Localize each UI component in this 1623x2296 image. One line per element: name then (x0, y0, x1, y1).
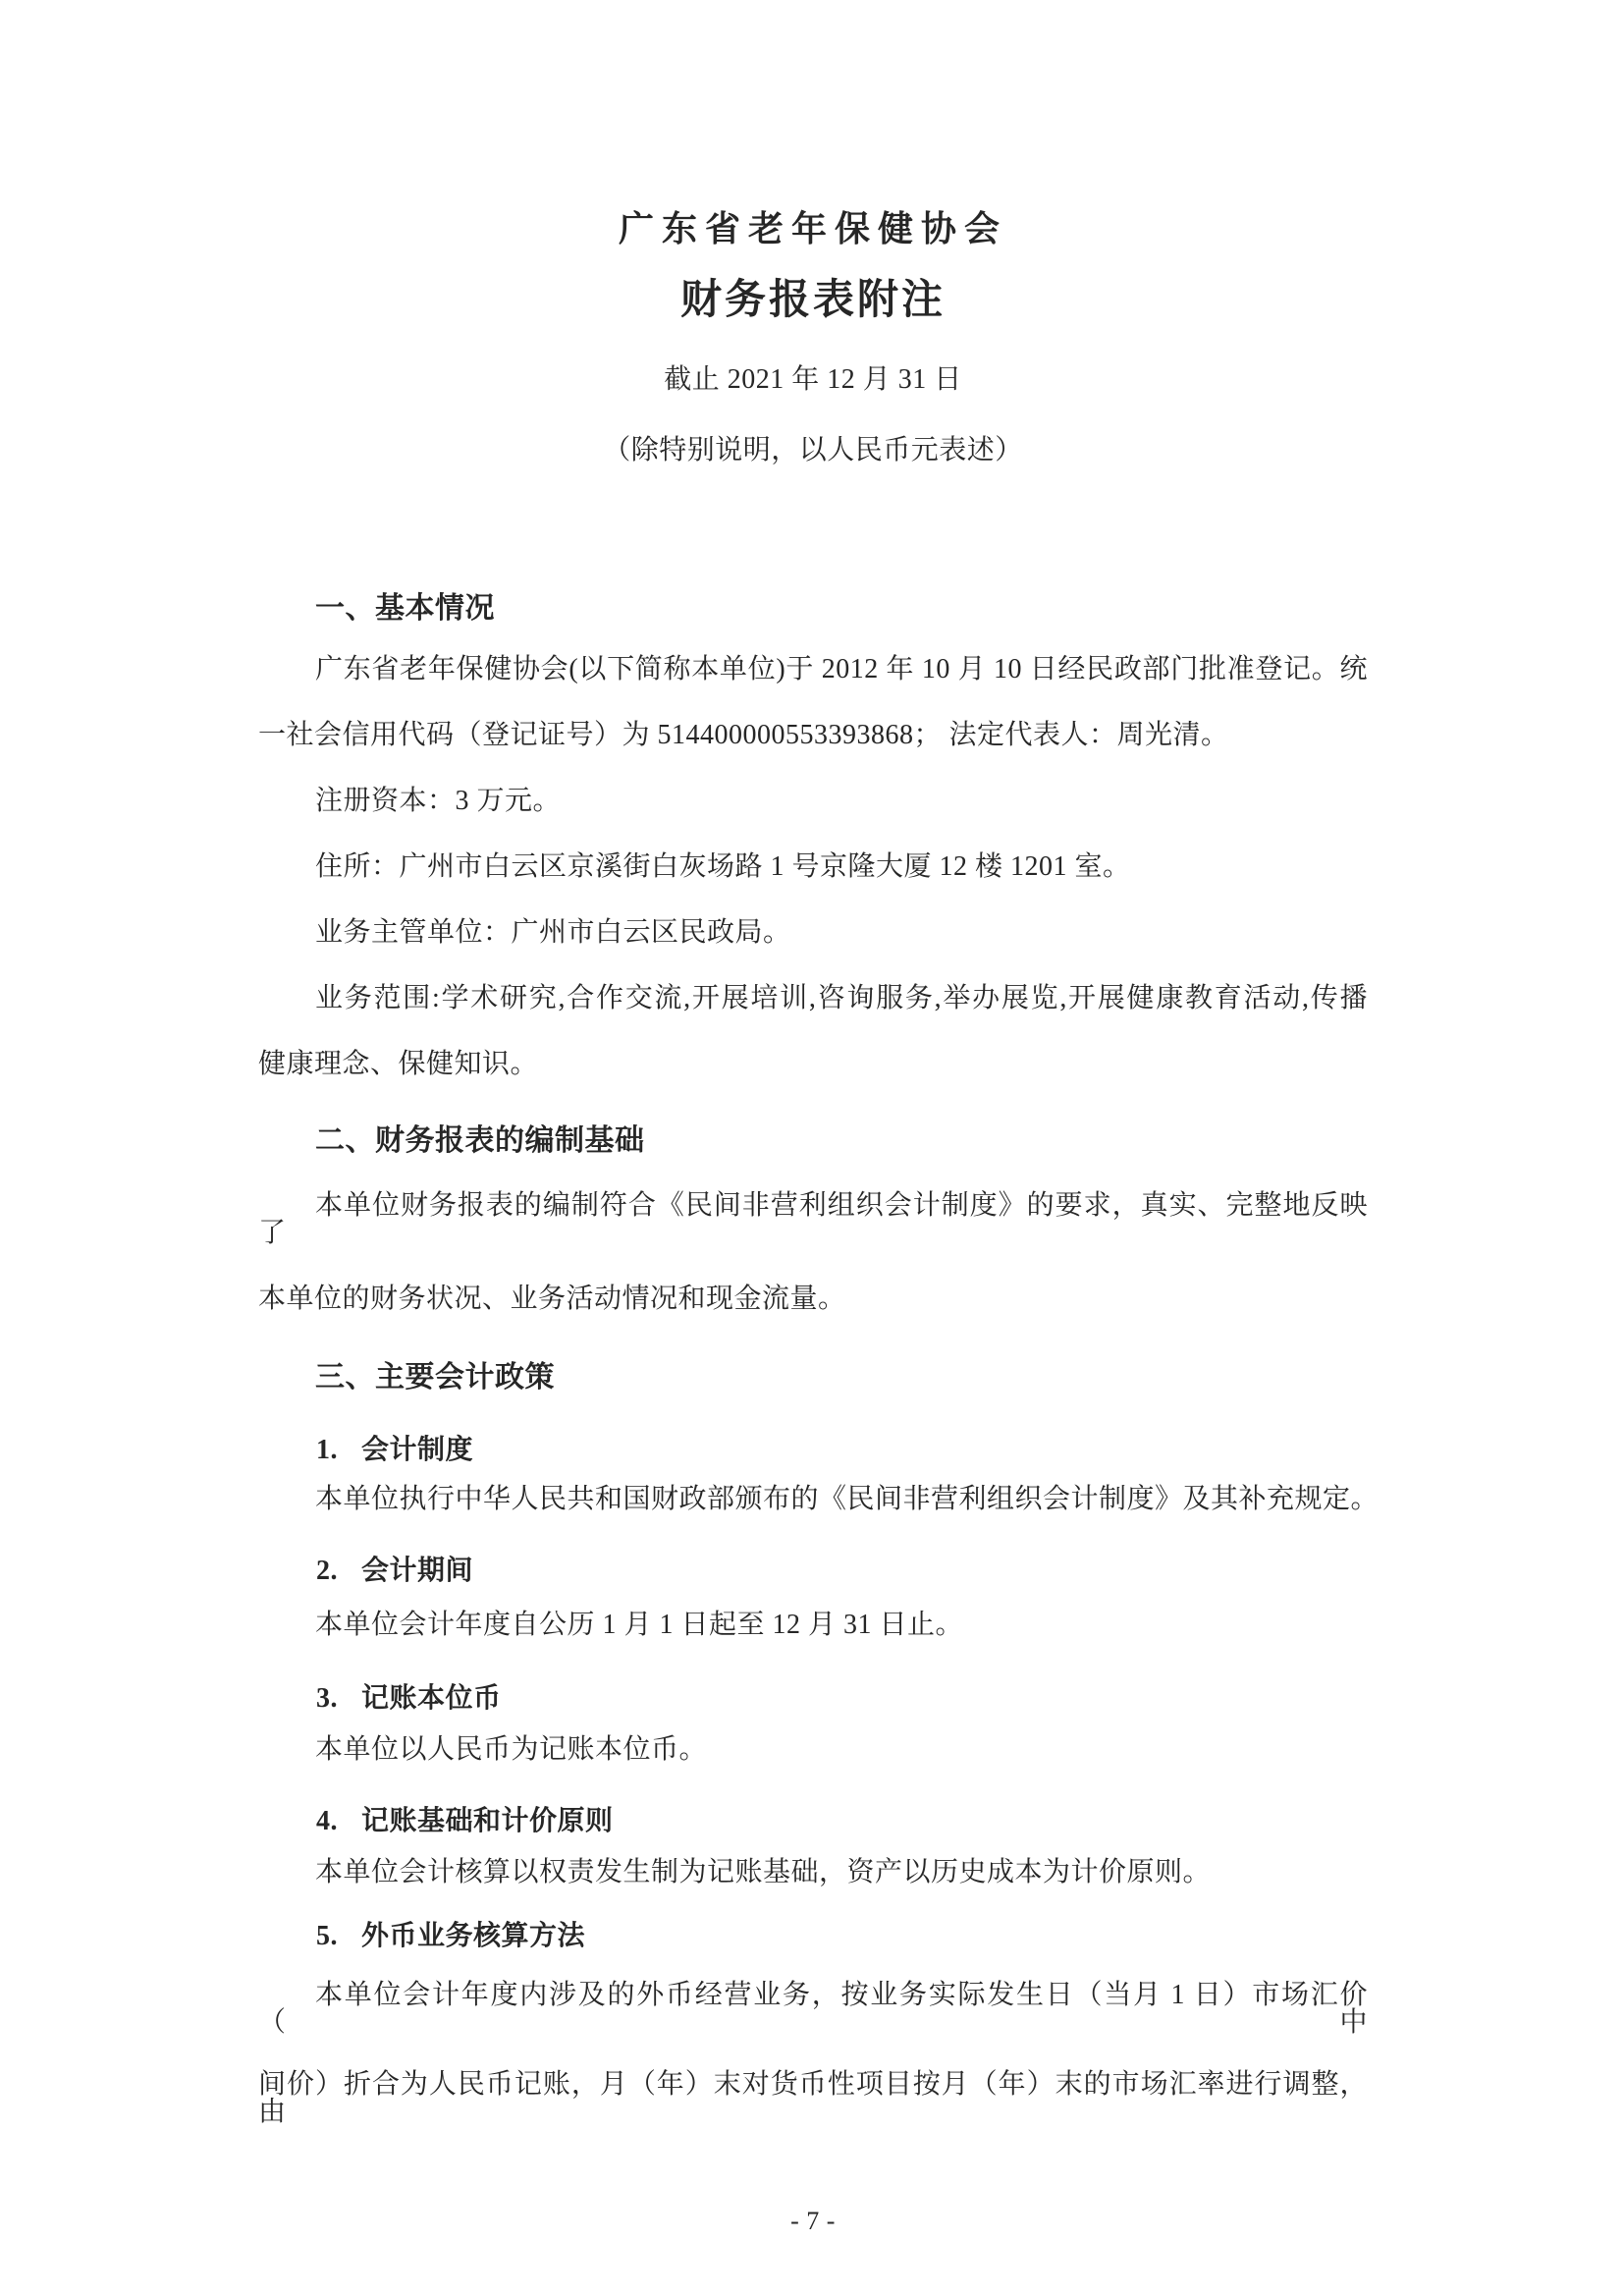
subsection-number: 3. (316, 1683, 338, 1714)
text-line: 本单位会计年度内涉及的外币经营业务，按业务实际发生日（当月 1 日）市场汇价（中 (258, 1980, 1368, 2038)
text-line: 业务主管单位：广州市白云区民政局。 (315, 917, 791, 948)
subsection-number: 5. (316, 1921, 338, 1951)
page-number: - 7 - (790, 2207, 836, 2235)
org-name: 广东省老年保健协会 (618, 209, 1007, 248)
currency-note: （除特别说明，以人民币元表述） (603, 435, 1023, 465)
text-line: 本单位执行中华人民共和国财政部颁布的《民间非营利组织会计制度》及其补充规定。 (315, 1484, 1380, 1514)
text-line: 住所：广州市白云区京溪街白灰场路 1 号京隆大厦 12 楼 1201 室。 (315, 851, 1131, 882)
text-line: 本单位会计年度自公历 1 月 1 日起至 12 月 31 日止。 (315, 1610, 964, 1640)
subsection-heading (316, 1437, 1368, 1464)
subsection-title: 记账本位币 (361, 1683, 502, 1714)
text-line: 健康理念、保健知识。 (258, 1049, 539, 1079)
subsection-heading (316, 1923, 1368, 1950)
subsection-number: 2. (316, 1556, 338, 1586)
subsection-title: 会计制度 (361, 1435, 474, 1465)
subsection-heading (316, 1558, 1368, 1585)
subsection-heading (316, 1808, 1368, 1835)
subsection-number: 4. (316, 1806, 338, 1836)
text-line: 业务范围:学术研究,合作交流,开展培训,咨询服务,举办展览,开展健康教育活动,传播 (315, 983, 1368, 1013)
text-line: 注册资本：3 万元。 (315, 786, 562, 816)
doc-title: 财务报表附注 (679, 278, 946, 323)
text-line: 本单位财务报表的编制符合《民间非营利组织会计制度》的要求，真实、完整地反映了 (258, 1190, 1368, 1248)
as-of-date: 截止 2021 年 12 月 31 日 (664, 364, 962, 395)
section-heading: 三、主要会计政策 (315, 1361, 555, 1394)
text-line: 广东省老年保健协会(以下简称本单位)于 2012 年 10 月 10 日经民政部门批准登记。统 (315, 654, 1368, 684)
section-heading: 一、基本情况 (315, 592, 495, 625)
text-line: 本单位的财务状况、业务活动情况和现金流量。 (258, 1284, 846, 1314)
subsection-title: 记账基础和计价原则 (361, 1806, 614, 1836)
subsection-number: 1. (316, 1435, 338, 1465)
section-heading: 二、财务报表的编制基础 (315, 1124, 645, 1157)
text-line: 间价）折合为人民币记账，月（年）末对货币性项目按月（年）末的市场汇率进行调整，由 (258, 2069, 1368, 2127)
text-line: 本单位会计核算以权责发生制为记账基础，资产以历史成本为计价原则。 (315, 1857, 1212, 1887)
text-line: 一社会信用代码（登记证号）为 514400000553393868； 法定代表人：周光清。 (258, 720, 1229, 750)
text-line: 本单位以人民币为记账本位币。 (315, 1734, 708, 1765)
subsection-heading (316, 1685, 1368, 1713)
subsection-title: 会计期间 (361, 1556, 474, 1586)
subsection-title: 外币业务核算方法 (361, 1921, 586, 1951)
